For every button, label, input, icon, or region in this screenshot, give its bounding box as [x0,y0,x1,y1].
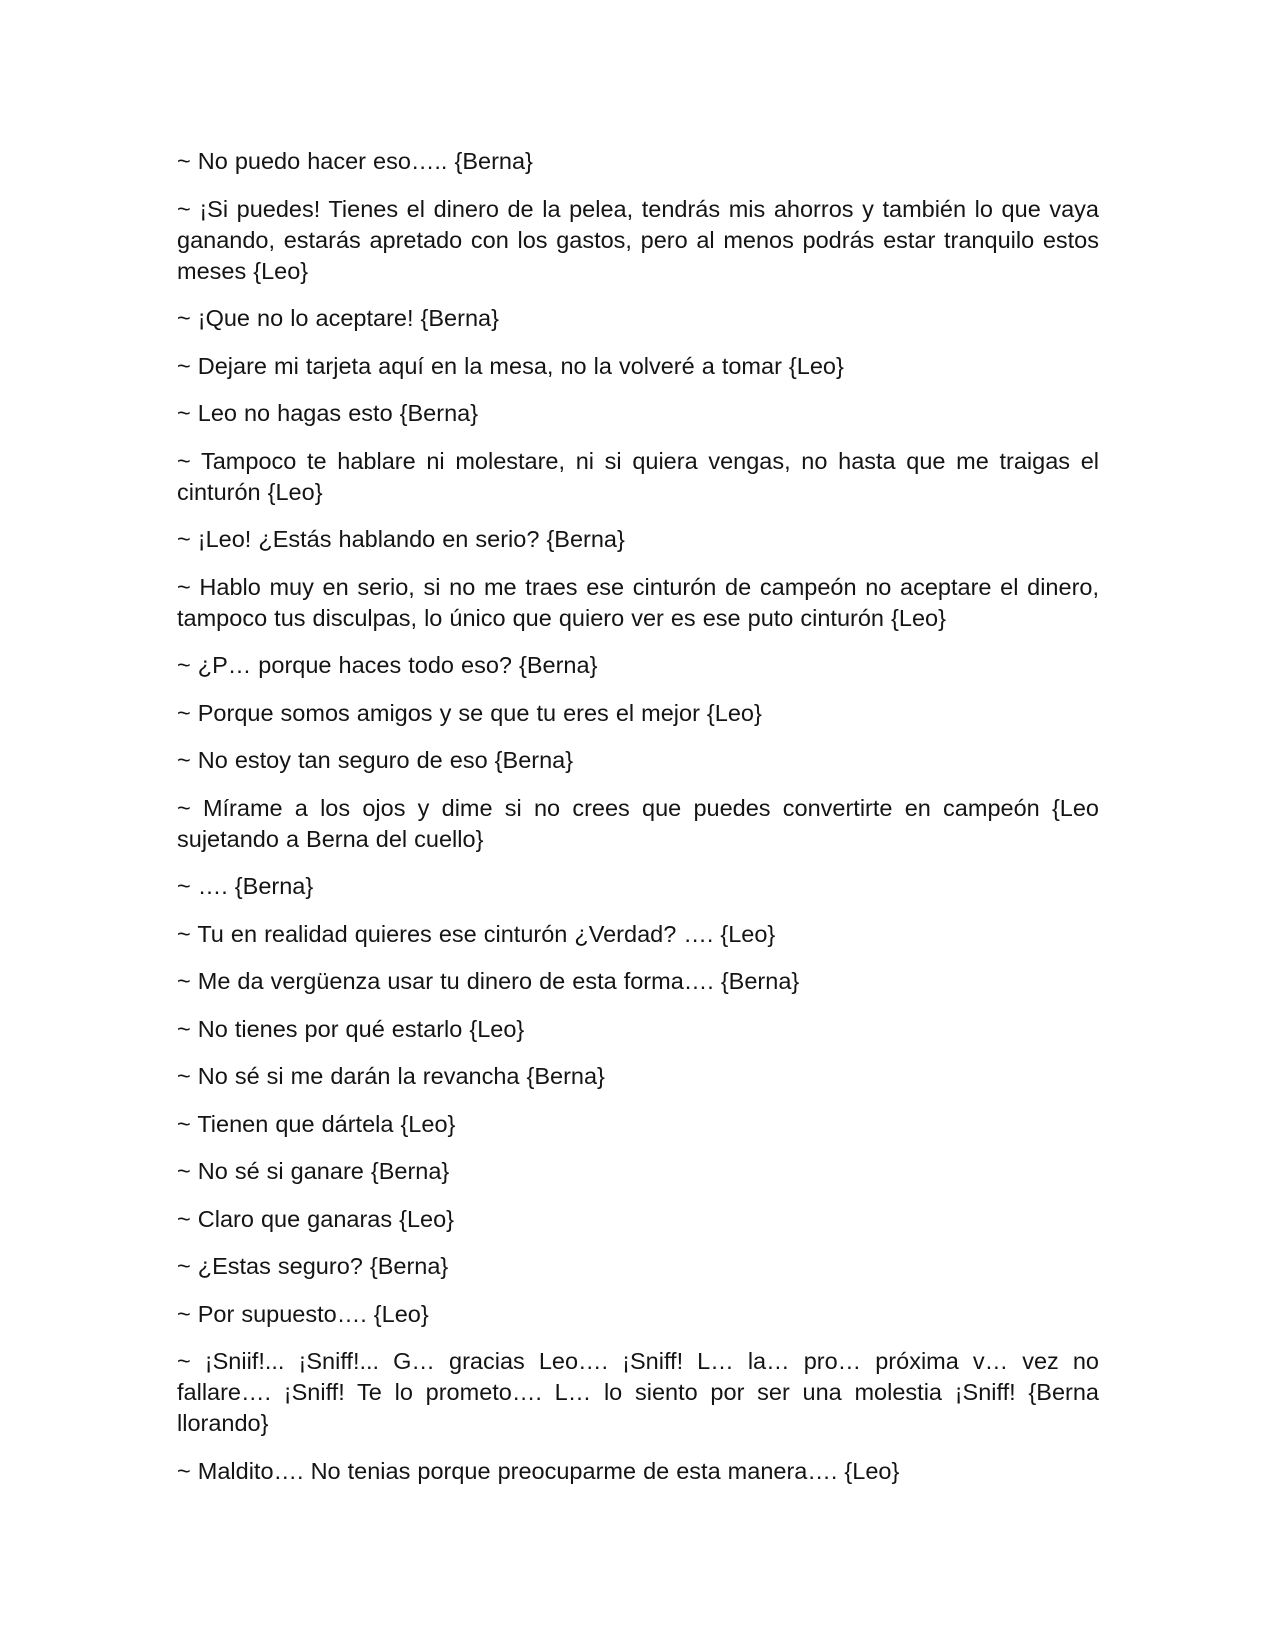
dialogue-line: ~ ¡Leo! ¿Estás hablando en serio? {Berna} [177,526,625,552]
dialogue-line: ~ …. {Berna} [177,873,314,899]
dialogue-line: ~ No estoy tan seguro de eso {Berna} [177,747,574,773]
dialogue-line: ~ Me da vergüenza usar tu dinero de esta forma…. {Berna} [177,968,800,994]
dialogue-text [177,146,1099,1503]
dialogue-line: ~ Tu en realidad quieres ese cinturón ¿Verdad? …. {Leo} [177,920,776,947]
dialogue-line: ~ No puedo hacer eso….. {Berna} [177,148,533,174]
dialogue-line: ~ Hablo muy en serio, si no me traes ese cinturón de campeón no aceptare el dinero, tampoco tus disculpas, lo único que quiero ver es ese puto cinturón {Leo} [177,573,1099,631]
dialogue-line: ~ ¡Sniif!... ¡Sniff!... G… gracias Leo…. ¡Sniff! L… la… pro… próxima v… vez no fallare…. ¡Sniff! Te lo prometo…. L… lo siento por ser una molestia ¡Sniff! {Berna llorando} [177,1348,1099,1436]
dialogue-line: ~ ¡Si puedes! Tienes el dinero de la pelea, tendrás mis ahorros y también lo que vaya ganando, estarás apretado con los gastos, pero al menos podrás estar tranquilo estos meses {Leo} [177,195,1099,284]
dialogue-line: ~ Dejare mi tarjeta aquí en la mesa, no la volveré a tomar {Leo} [177,352,844,379]
dialogue-line: ~ ¿Estas seguro? {Berna} [177,1253,449,1279]
dialogue-line: ~ Tienen que dártela {Leo} [177,1110,456,1137]
dialogue-line: ~ ¿P… porque haces todo eso? {Berna} [177,652,598,678]
dialogue-line: ~ No sé si me darán la revancha {Berna} [177,1063,605,1089]
dialogue-line: ~ Leo no hagas esto {Berna} [177,400,479,426]
dialogue-line: ~ Maldito…. No tenias porque preocuparme de esta manera…. {Leo} [177,1457,900,1484]
dialogue-line: ~ Tampoco te hablare ni molestare, ni si quiera vengas, no hasta que me traigas el cinturón {Leo} [177,447,1099,505]
dialogue-line: ~ Por supuesto…. {Leo} [177,1300,429,1327]
dialogue-line: ~ ¡Que no lo aceptare! {Berna} [177,305,499,331]
dialogue-line: ~ Porque somos amigos y se que tu eres el mejor {Leo} [177,699,762,726]
dialogue-line: ~ No tienes por qué estarlo {Leo} [177,1015,525,1042]
dialogue-line: ~ Claro que ganaras {Leo} [177,1205,455,1232]
dialogue-line: ~ No sé si ganare {Berna} [177,1158,450,1184]
dialogue-line: ~ Mírame a los ojos y dime si no crees que puedes convertirte en campeón {Leo sujetando a Berna del cuello} [177,794,1099,852]
